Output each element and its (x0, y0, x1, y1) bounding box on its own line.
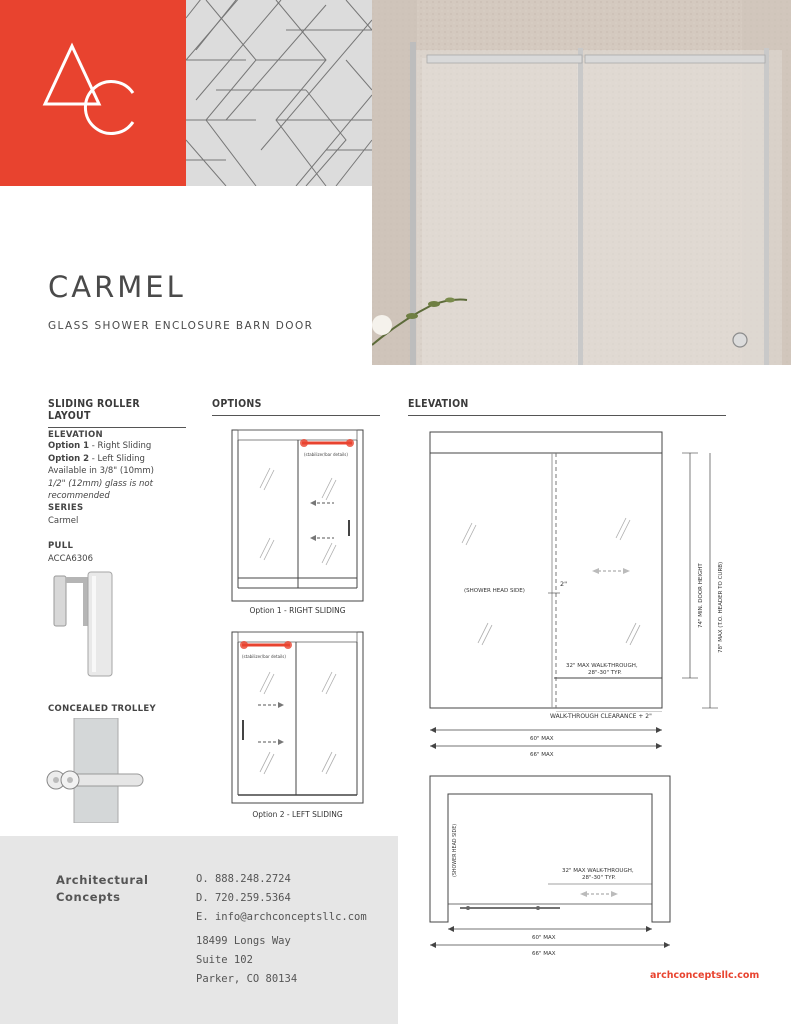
layout-elevation-heading: ELEVATION (48, 430, 103, 440)
trolley-heading: CONCEALED TROLLEY (48, 704, 156, 714)
product-subtitle: GLASS SHOWER ENCLOSURE BARN DOOR (48, 320, 314, 332)
plan-width-60: 60" MAX (532, 935, 556, 941)
option1-line (48, 440, 198, 453)
footer-address-line3: Parker, CO 80134 (196, 973, 298, 985)
option1-label: Option 1 (48, 441, 90, 451)
pull-image (48, 568, 123, 678)
option1-stabilizer-label: (stabilizer/bar details) (304, 452, 348, 457)
footer-company-line2: Concepts (56, 890, 121, 904)
glass-available: Available in 3/8" (10mm) (48, 466, 154, 476)
trolley-image (40, 718, 150, 823)
layout-info (48, 430, 198, 503)
clearance-label: WALK-THROUGH CLEARANCE + 2" (550, 713, 652, 720)
gap-label: 2" (560, 580, 568, 588)
elevation-drawing (420, 428, 740, 768)
plan-shower-head-label: (SHOWER HEAD SIDE) (453, 823, 458, 877)
footer-address (196, 932, 297, 989)
section-heading-options: OPTIONS (212, 398, 380, 416)
section-heading-sliding-roller-layout: SLIDING ROLLER LAYOUT (48, 398, 186, 428)
product-photo (372, 0, 791, 365)
series-value: Carmel (48, 516, 79, 526)
footer-address-line1: 18499 Longs Way (196, 935, 291, 947)
option2-drawing (230, 630, 365, 805)
footer-email[interactable]: E. info@archconceptsllc.com (196, 911, 367, 923)
shower-head-side-label: (SHOWER HEAD SIDE) (464, 588, 525, 594)
footer-address-line2: Suite 102 (196, 954, 253, 966)
option2-line (48, 453, 198, 466)
walkthrough-label-1: 32" MAX WALK-THROUGH, (566, 663, 638, 669)
option1-caption: Option 1 - RIGHT SLIDING (249, 606, 346, 615)
geometric-pattern (186, 0, 372, 186)
product-title: CARMEL (48, 270, 186, 304)
plan-width-66: 66" MAX (532, 951, 556, 957)
footer-company (56, 872, 149, 906)
footer-phone-office[interactable]: O. 888.248.2724 (196, 873, 291, 885)
plan-walkthrough-1: 32" MAX WALK-THROUGH, (562, 868, 634, 874)
footer-company-line1: Architectural (56, 873, 149, 887)
option1-text: - Right Sliding (89, 441, 152, 451)
brand-logo (0, 0, 186, 186)
option1-drawing (230, 428, 365, 603)
footer-contact (196, 870, 367, 927)
pull-heading: PULL (48, 541, 74, 551)
section-heading-elevation: ELEVATION (408, 398, 726, 416)
series-heading: SERIES (48, 503, 84, 513)
option2-label: Option 2 (48, 453, 90, 464)
option2-caption: Option 2 - LEFT SLIDING (252, 810, 343, 819)
plan-walkthrough-2: 28"-30" TYP. (582, 875, 616, 881)
height-min-label: 74" MIN. DOOR HEIGHT (698, 563, 704, 628)
footer (0, 836, 398, 1024)
option2-stabilizer-label: (stabilizer/bar details) (242, 654, 286, 659)
website-link[interactable]: archconceptsllc.com (650, 970, 760, 981)
width-66-label: 66" MAX (530, 752, 554, 758)
glass-note: 1/2" (12mm) glass is not recommended (48, 478, 153, 501)
height-max-label: 78" MAX (T.O. HEADER TO CURB) (718, 561, 724, 653)
walkthrough-label-2: 28"-30" TYP. (588, 670, 622, 676)
ac-logo-mark (0, 0, 186, 186)
plan-drawing (420, 772, 680, 962)
width-60-label: 60" MAX (530, 736, 554, 742)
pull-value: ACCA6306 (48, 554, 93, 564)
footer-phone-direct[interactable]: D. 720.259.5364 (196, 892, 291, 904)
option2-text: - Left Sliding (89, 453, 145, 464)
